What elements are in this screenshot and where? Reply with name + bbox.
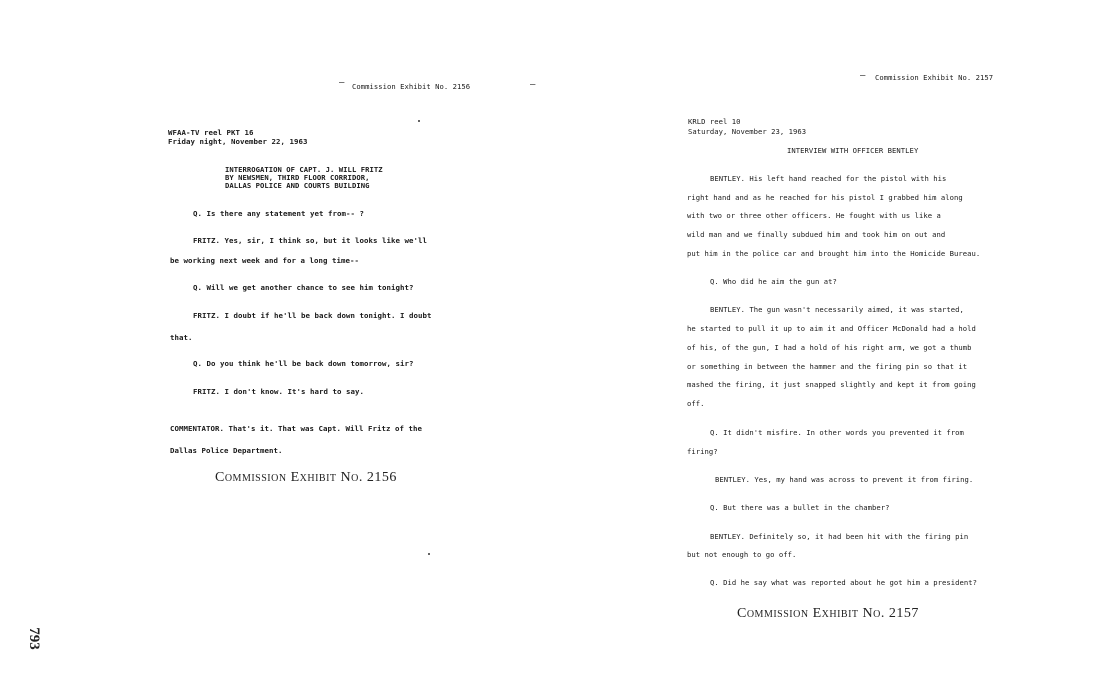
right-body-line: BENTLEY. The gun wasn't necessarily aimed, it was started,	[710, 305, 964, 314]
left-body-line: Q. Will we get another chance to see him tonight?	[193, 283, 414, 292]
left-body-line: FRITZ. Yes, sir, I think so, but it looks like we'll	[193, 236, 427, 245]
left-exhibit-caption: Commission Exhibit No. 2156	[215, 470, 397, 485]
right-body-line: or something in between the hammer and the firing pin so that it	[687, 362, 968, 371]
left-body-line: be working next week and for a long time--	[170, 256, 359, 265]
left-title-line1: INTERROGATION OF CAPT. J. WILL FRITZ	[225, 165, 383, 174]
left-page-header: Commission Exhibit No. 2156	[352, 82, 471, 91]
right-body-line: wild man and we finally subdued him and took him on out and	[687, 230, 946, 239]
page-number: 793	[25, 627, 42, 650]
right-body-line: off.	[687, 399, 705, 408]
right-page	[547, 0, 1094, 691]
right-title: INTERVIEW WITH OFFICER BENTLEY	[787, 146, 919, 155]
right-body-line: mashed the firing, it just snapped slightly and kept it from going	[687, 380, 976, 389]
right-body-line: Q. But there was a bullet in the chamber?	[710, 503, 890, 512]
right-exhibit-caption: Commission Exhibit No. 2157	[737, 606, 919, 621]
right-body-line: with two or three other officers. He fought with us like a	[687, 211, 941, 220]
left-body-line: Dallas Police Department.	[170, 446, 283, 455]
left-body-line: that.	[170, 333, 193, 342]
scan-speck	[428, 553, 430, 555]
left-source-line2: Friday night, November 22, 1963	[168, 137, 308, 146]
right-body-line: he started to pull it up to aim it and Officer McDonald had a hold	[687, 324, 976, 333]
left-body-line: FRITZ. I doubt if he'll be back down tonight. I doubt	[193, 311, 432, 320]
scan-speck	[418, 120, 420, 122]
right-body-line: BENTLEY. Yes, my hand was across to prevent it from firing.	[715, 475, 974, 484]
right-source-line1: KRLD reel 10	[688, 117, 741, 126]
left-body-line: COMMENTATOR. That's it. That was Capt. Will Fritz of the	[170, 424, 422, 433]
right-body-line: firing?	[687, 447, 718, 456]
right-body-line: Q. It didn't misfire. In other words you prevented it from	[710, 428, 964, 437]
right-body-line: Q. Who did he aim the gun at?	[710, 277, 837, 286]
right-source-line2: Saturday, November 23, 1963	[688, 127, 807, 136]
right-body-line: BENTLEY. His left hand reached for the pistol with his	[710, 174, 947, 183]
right-body-line: Q. Did he say what was reported about he got him a president?	[710, 578, 978, 587]
right-body-line: BENTLEY. Definitely so, it had been hit with the firing pin	[710, 532, 969, 541]
right-page-header: Commission Exhibit No. 2157	[875, 73, 994, 82]
left-title-line3: DALLAS POLICE AND COURTS BUILDING	[225, 181, 370, 190]
right-body-line: of his, of the gun, I had a hold of his right arm, we got a thumb	[687, 343, 972, 352]
header-dash-right: —	[530, 80, 536, 90]
right-body-line: right hand and as he reached for his pistol I grabbed him along	[687, 193, 963, 202]
header-dash-left: —	[339, 78, 345, 88]
right-body-line: but not enough to go off.	[687, 550, 797, 559]
left-body-line: FRITZ. I don't know. It's hard to say.	[193, 387, 364, 396]
left-body-line: Q. Do you think he'll be back down tomorrow, sir?	[193, 359, 414, 368]
right-body-line: put him in the police car and brought him into the Homicide Bureau.	[687, 249, 981, 258]
left-body-line: Q. Is there any statement yet from-- ?	[193, 209, 364, 218]
right-header-dash: —	[860, 71, 866, 81]
left-title-line2: BY NEWSMEN, THIRD FLOOR CORRIDOR,	[225, 173, 370, 182]
left-source-line1: WFAA-TV reel PKT 16	[168, 128, 254, 137]
